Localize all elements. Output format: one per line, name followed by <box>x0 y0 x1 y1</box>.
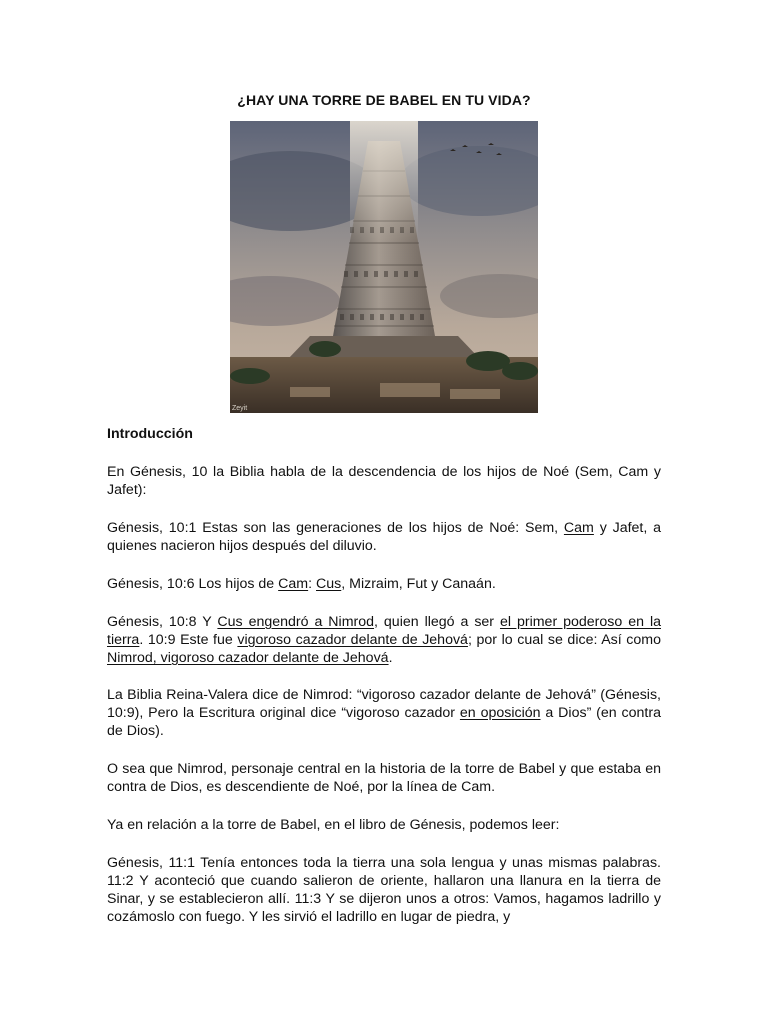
paragraph-6 <box>107 760 661 796</box>
paragraph-5 <box>107 686 661 740</box>
text-run: y Jafet, a quienes nacieron hijos después del diluvio. <box>107 520 661 554</box>
paragraph-text: Génesis, 11:1 Tenía entonces toda la tierra una sola lengua y unas mismas palabras. 11:2 Y aconteció que cuando salieron de oriente, hallaron una llanura en la tierra de Sinar, y se establecieron allí. 11:3 Y se dijeron unos a otros: Vamos, hagamos ladrillo y cozámoslo con fuego. Y les sirvió el ladrillo en lugar de piedra, y <box>107 855 661 925</box>
text-run: Génesis, 10:6 Los hijos de <box>107 576 279 592</box>
tower-of-babel-illustration <box>230 121 538 413</box>
paragraph-4 <box>107 613 661 667</box>
text-run: : <box>308 576 317 592</box>
text-run: Génesis, 10:8 Y <box>107 614 218 630</box>
paragraph-text <box>107 519 661 555</box>
text-run: ; por lo cual se dice: Así como <box>467 632 662 648</box>
paragraph-text <box>107 613 661 667</box>
paragraph-3 <box>107 575 661 593</box>
paragraph-text: O sea que Nimrod, personaje central en la historia de la torre de Babel y que estaba en contra de Dios, es descendiente de Noé, por la línea de Cam. <box>107 761 661 795</box>
text-run: , Mizraim, Fut y Canaán. <box>341 576 496 592</box>
paragraph-text: Ya en relación a la torre de Babel, en el libro de Génesis, podemos leer: <box>107 817 560 833</box>
tower-of-babel-image <box>230 121 538 413</box>
underlined-text: Cus <box>316 576 342 592</box>
text-run: a Dios” (en contra de Dios). <box>107 705 661 739</box>
underlined-text: Cus engendró a Nimrod <box>217 614 375 630</box>
section-heading <box>107 425 661 443</box>
underlined-text: el primer poderoso en la tierra <box>107 614 661 648</box>
underlined-text: en oposición <box>459 705 541 721</box>
text-run: . <box>388 650 393 666</box>
paragraph-text <box>107 686 661 740</box>
underlined-text: Nimrod, vigoroso cazador delante de Jehová <box>107 650 389 666</box>
paragraph-2 <box>107 519 661 555</box>
image-watermark: Zeyit <box>232 405 248 412</box>
text-run: La Biblia Reina-Valera dice de Nimrod: “vigoroso cazador delante de Jehová” (Génesis, 10:9), Pero la Escritura original dice “vigoroso cazador <box>107 687 661 721</box>
document-title: ¿HAY UNA TORRE DE BABEL EN TU VIDA? <box>237 92 531 108</box>
paragraph-text <box>107 575 661 593</box>
paragraph-8 <box>107 854 661 926</box>
underlined-text: Cam <box>278 576 309 592</box>
paragraph-1 <box>107 463 661 499</box>
text-run: Génesis, 10:1 Estas son las generaciones de los hijos de Noé: Sem, <box>107 520 564 536</box>
underlined-text: vigoroso cazador delante de Jehová <box>237 632 468 648</box>
text-run: , quien llegó a ser <box>374 614 500 630</box>
introduction-heading: Introducción <box>107 426 193 442</box>
paragraph-7 <box>107 816 661 834</box>
text-run: . 10:9 Este fue <box>139 632 238 648</box>
underlined-text: Cam <box>563 520 594 536</box>
paragraph-text: En Génesis, 10 la Biblia habla de la descendencia de los hijos de Noé (Sem, Cam y Jafet): <box>107 464 661 498</box>
